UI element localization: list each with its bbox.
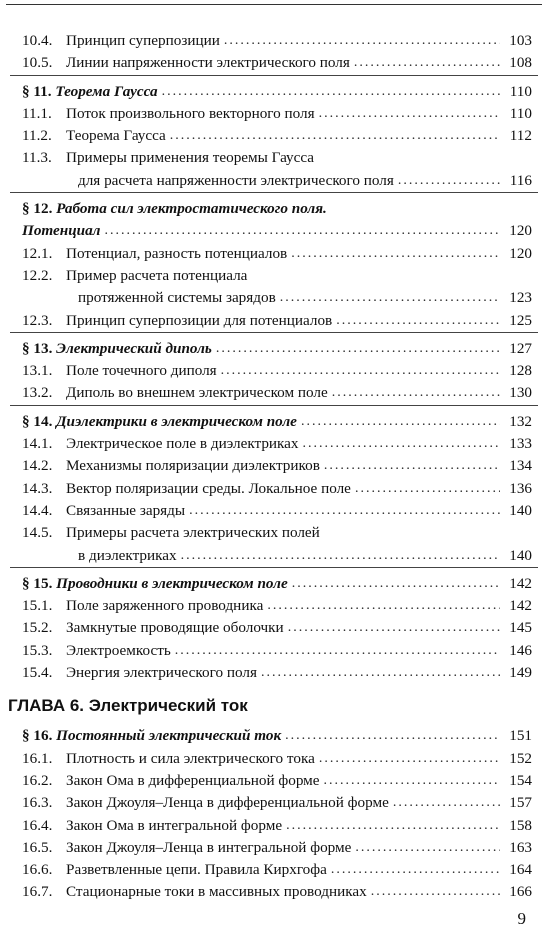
subsection-title: Теорема Гаусса (66, 127, 166, 145)
toc-entry[interactable] (10, 522, 538, 544)
subsection-title-continued: протяженной системы зарядов (78, 289, 276, 307)
section-mark: § (22, 200, 30, 218)
subsection-number: 16.6. (22, 861, 53, 879)
toc-entry[interactable] (10, 859, 538, 881)
leader-dots (291, 243, 500, 265)
leader-dots (267, 595, 500, 617)
leader-dots (354, 52, 500, 74)
subsection-title: Электрическое поле в диэлектриках (66, 435, 299, 453)
leader-dots (332, 382, 500, 404)
page-ref: 112 (509, 127, 532, 145)
toc-entry[interactable] (10, 220, 538, 242)
subsection-title: Потенциал, разность потенциалов (66, 244, 288, 262)
subsection-number: 14.4. (22, 501, 53, 519)
subsection-number: 12.3. (22, 311, 53, 329)
subsection-number: 10.5. (22, 54, 53, 72)
page-ref: 163 (509, 838, 532, 856)
subsection-number: 11.2. (22, 127, 52, 145)
toc-group (10, 567, 538, 684)
leader-dots (324, 455, 500, 477)
subsection-title: Примеры применения теоремы Гаусса (66, 149, 315, 167)
page-ref: 120 (509, 244, 532, 262)
toc-entry[interactable] (10, 81, 538, 103)
subsection-number: 16.1. (22, 749, 53, 767)
section-title: Работа сил электростатического поля. (56, 200, 327, 218)
subsection-number: 11.1. (22, 104, 52, 122)
table-of-contents (0, 30, 548, 904)
page-ref: 128 (509, 362, 532, 380)
toc-group (10, 720, 538, 903)
subsection-title: Закон Ома в интегральной форме (66, 816, 283, 834)
subsection-title: Закон Джоуля–Ленца в дифференциальной форме (66, 794, 389, 812)
top-rule (6, 4, 542, 5)
section-mark: § (22, 412, 30, 430)
toc-entry[interactable] (10, 360, 538, 382)
toc-group (10, 30, 538, 75)
leader-dots (393, 792, 500, 814)
subsection-title: Закон Ома в дифференциальной форме (66, 771, 320, 789)
toc-entry[interactable] (10, 30, 538, 52)
subsection-number: 14.1. (22, 435, 53, 453)
subsection-title: Поток произвольного векторного поля (66, 104, 315, 122)
page-ref: 140 (509, 501, 532, 519)
leader-dots (261, 662, 500, 684)
section-number: 14. (33, 412, 53, 430)
leader-dots (181, 545, 500, 567)
toc-group (10, 75, 538, 192)
subsection-title: Плотность и сила электрического тока (66, 749, 315, 767)
leader-dots (355, 837, 500, 859)
toc-sections-chapter-5 (0, 30, 548, 684)
page-ref: 142 (509, 597, 532, 615)
toc-entry[interactable] (10, 837, 538, 859)
subsection-number: 13.2. (22, 384, 53, 402)
subsection-number: 14.3. (22, 479, 53, 497)
subsection-number: 11.3. (22, 149, 52, 167)
section-number: 11. (33, 82, 52, 100)
toc-entry[interactable] (10, 433, 538, 455)
toc-entry[interactable] (10, 815, 538, 837)
subsection-title: Принцип суперпозиции (66, 32, 220, 49)
toc-sections-chapter-6 (0, 720, 548, 903)
leader-dots (324, 770, 500, 792)
toc-entry[interactable] (10, 147, 538, 169)
toc-group (10, 332, 538, 405)
toc-entry[interactable] (10, 881, 538, 903)
section-number: 12. (33, 200, 53, 218)
page-ref: 123 (509, 289, 532, 307)
subsection-number: 14.5. (22, 524, 53, 542)
subsection-number: 13.1. (22, 362, 53, 380)
subsection-title: Диполь во внешнем электрическом поле (66, 384, 328, 402)
toc-entry[interactable] (10, 287, 538, 309)
section-title-continued: Потенциал (22, 222, 101, 240)
subsection-title-continued: в диэлектриках (78, 546, 177, 564)
page-ref: 134 (509, 457, 532, 475)
toc-entry[interactable] (10, 662, 538, 684)
leader-dots (221, 360, 500, 382)
toc-entry[interactable] (10, 748, 538, 770)
section-title: Постоянный электрический ток (56, 727, 282, 745)
toc-entry[interactable] (10, 198, 538, 220)
page-ref: 149 (509, 664, 532, 682)
subsection-number: 16.7. (22, 883, 53, 901)
leader-dots (216, 338, 500, 360)
leader-dots (288, 617, 500, 639)
subsection-title: Вектор поляризации среды. Локальное поле (66, 479, 351, 497)
subsection-number: 15.4. (22, 664, 53, 682)
subsection-number: 12.1. (22, 244, 53, 262)
page-ref: 146 (509, 641, 532, 659)
leader-dots (285, 725, 500, 747)
section-mark: § (22, 339, 30, 357)
chapter-heading: ГЛАВА 6. Электрический ток (8, 696, 248, 716)
leader-dots (301, 411, 500, 433)
page-ref: 110 (509, 82, 532, 100)
leader-dots (104, 220, 500, 242)
toc-entry[interactable] (10, 455, 538, 477)
subsection-title: Разветвленные цепи. Правила Кирхгофа (66, 861, 327, 879)
section-title: Электрический диполь (56, 339, 212, 357)
toc-entry[interactable] (10, 170, 538, 192)
leader-dots (355, 478, 500, 500)
subsection-number: 12.2. (22, 266, 53, 284)
page-ref: 145 (509, 619, 532, 637)
page-ref: 125 (509, 311, 532, 329)
leader-dots (224, 30, 500, 52)
subsection-number: 15.3. (22, 641, 53, 659)
subsection-title: Линии напряженности электрического поля (66, 54, 350, 72)
section-number: 15. (33, 574, 53, 592)
section-mark: § (22, 727, 30, 745)
leader-dots (371, 881, 500, 903)
section-title: Теорема Гаусса (55, 82, 158, 100)
leader-dots (189, 500, 500, 522)
section-title: Диэлектрики в электрическом поле (56, 412, 297, 430)
leader-dots (170, 125, 500, 147)
subsection-number: 16.2. (22, 771, 53, 789)
toc-entry[interactable] (10, 265, 538, 287)
page-ref: 110 (509, 104, 532, 122)
page-ref: 132 (509, 412, 532, 430)
page-ref: 164 (509, 861, 532, 879)
page-ref: 140 (509, 546, 532, 564)
toc-entry[interactable] (10, 478, 538, 500)
toc-entry[interactable] (10, 617, 538, 639)
leader-dots (292, 573, 500, 595)
leader-dots (280, 287, 500, 309)
subsection-title: Поле заряженного проводника (66, 597, 264, 615)
leader-dots (286, 815, 500, 837)
subsection-title: Механизмы поляризации диэлектриков (66, 457, 320, 475)
subsection-number: 15.2. (22, 619, 53, 637)
subsection-number: 10.4. (22, 32, 53, 49)
section-mark: § (22, 82, 30, 100)
leader-dots (319, 748, 500, 770)
page-ref: 152 (509, 749, 532, 767)
page-ref: 158 (509, 816, 532, 834)
page-ref: 166 (509, 883, 532, 901)
leader-dots (175, 640, 500, 662)
leader-dots (336, 310, 500, 332)
page-ref: 154 (509, 771, 532, 789)
page-ref: 130 (509, 384, 532, 402)
leader-dots (162, 81, 500, 103)
subsection-title: Связанные заряды (66, 501, 186, 519)
leader-dots (303, 433, 500, 455)
subsection-title: Принцип суперпозиции для потенциалов (66, 311, 333, 329)
toc-entry[interactable] (10, 382, 538, 404)
subsection-title: Закон Джоуля–Ленца в интегральной форме (66, 838, 352, 856)
subsection-number: 16.3. (22, 794, 53, 812)
page-ref: 108 (509, 54, 532, 72)
section-number: 16. (33, 727, 53, 745)
page-ref: 142 (509, 574, 532, 592)
subsection-title: Поле точечного диполя (66, 362, 217, 380)
subsection-title: Электроемкость (66, 641, 171, 659)
toc-entry[interactable] (10, 125, 538, 147)
section-number: 13. (33, 339, 53, 357)
subsection-title: Замкнутые проводящие оболочки (66, 619, 284, 637)
subsection-number: 16.4. (22, 816, 53, 834)
toc-entry[interactable] (10, 411, 538, 433)
page-ref: 133 (509, 435, 532, 453)
toc-entry[interactable] (10, 500, 538, 522)
toc-entry[interactable] (10, 640, 538, 662)
toc-group (10, 405, 538, 567)
toc-entry[interactable] (10, 595, 538, 617)
subsection-title: Энергия электрического поля (66, 664, 257, 682)
toc-entry[interactable] (10, 103, 538, 125)
page-ref: 103 (509, 32, 532, 49)
toc-entry[interactable] (10, 545, 538, 567)
page-ref: 120 (509, 222, 532, 240)
toc-group (10, 192, 538, 332)
leader-dots (319, 103, 500, 125)
subsection-title-continued: для расчета напряженности электрического поля (78, 171, 394, 189)
toc-entry[interactable] (10, 792, 538, 814)
page-ref: 116 (509, 171, 532, 189)
subsection-title: Примеры расчета электрических полей (66, 524, 320, 542)
leader-dots (398, 170, 500, 192)
page-ref: 136 (509, 479, 532, 497)
subsection-number: 16.5. (22, 838, 53, 856)
toc-entry[interactable] (10, 573, 538, 595)
section-title: Проводники в электрическом поле (56, 574, 288, 592)
page-ref: 127 (509, 339, 532, 357)
toc-entry[interactable] (10, 338, 538, 360)
page-ref: 157 (509, 794, 532, 812)
subsection-number: 15.1. (22, 597, 53, 615)
toc-entry[interactable] (10, 52, 538, 74)
page-ref: 151 (509, 727, 532, 745)
subsection-number: 14.2. (22, 457, 53, 475)
toc-entry[interactable] (10, 310, 538, 332)
subsection-title: Стационарные токи в массивных проводниках (66, 883, 367, 901)
toc-entry[interactable] (10, 725, 538, 747)
section-mark: § (22, 574, 30, 592)
page-number: 9 (517, 909, 526, 928)
toc-entry[interactable] (10, 770, 538, 792)
subsection-title: Пример расчета потенциала (66, 266, 248, 284)
toc-entry[interactable] (10, 243, 538, 265)
leader-dots (331, 859, 500, 881)
